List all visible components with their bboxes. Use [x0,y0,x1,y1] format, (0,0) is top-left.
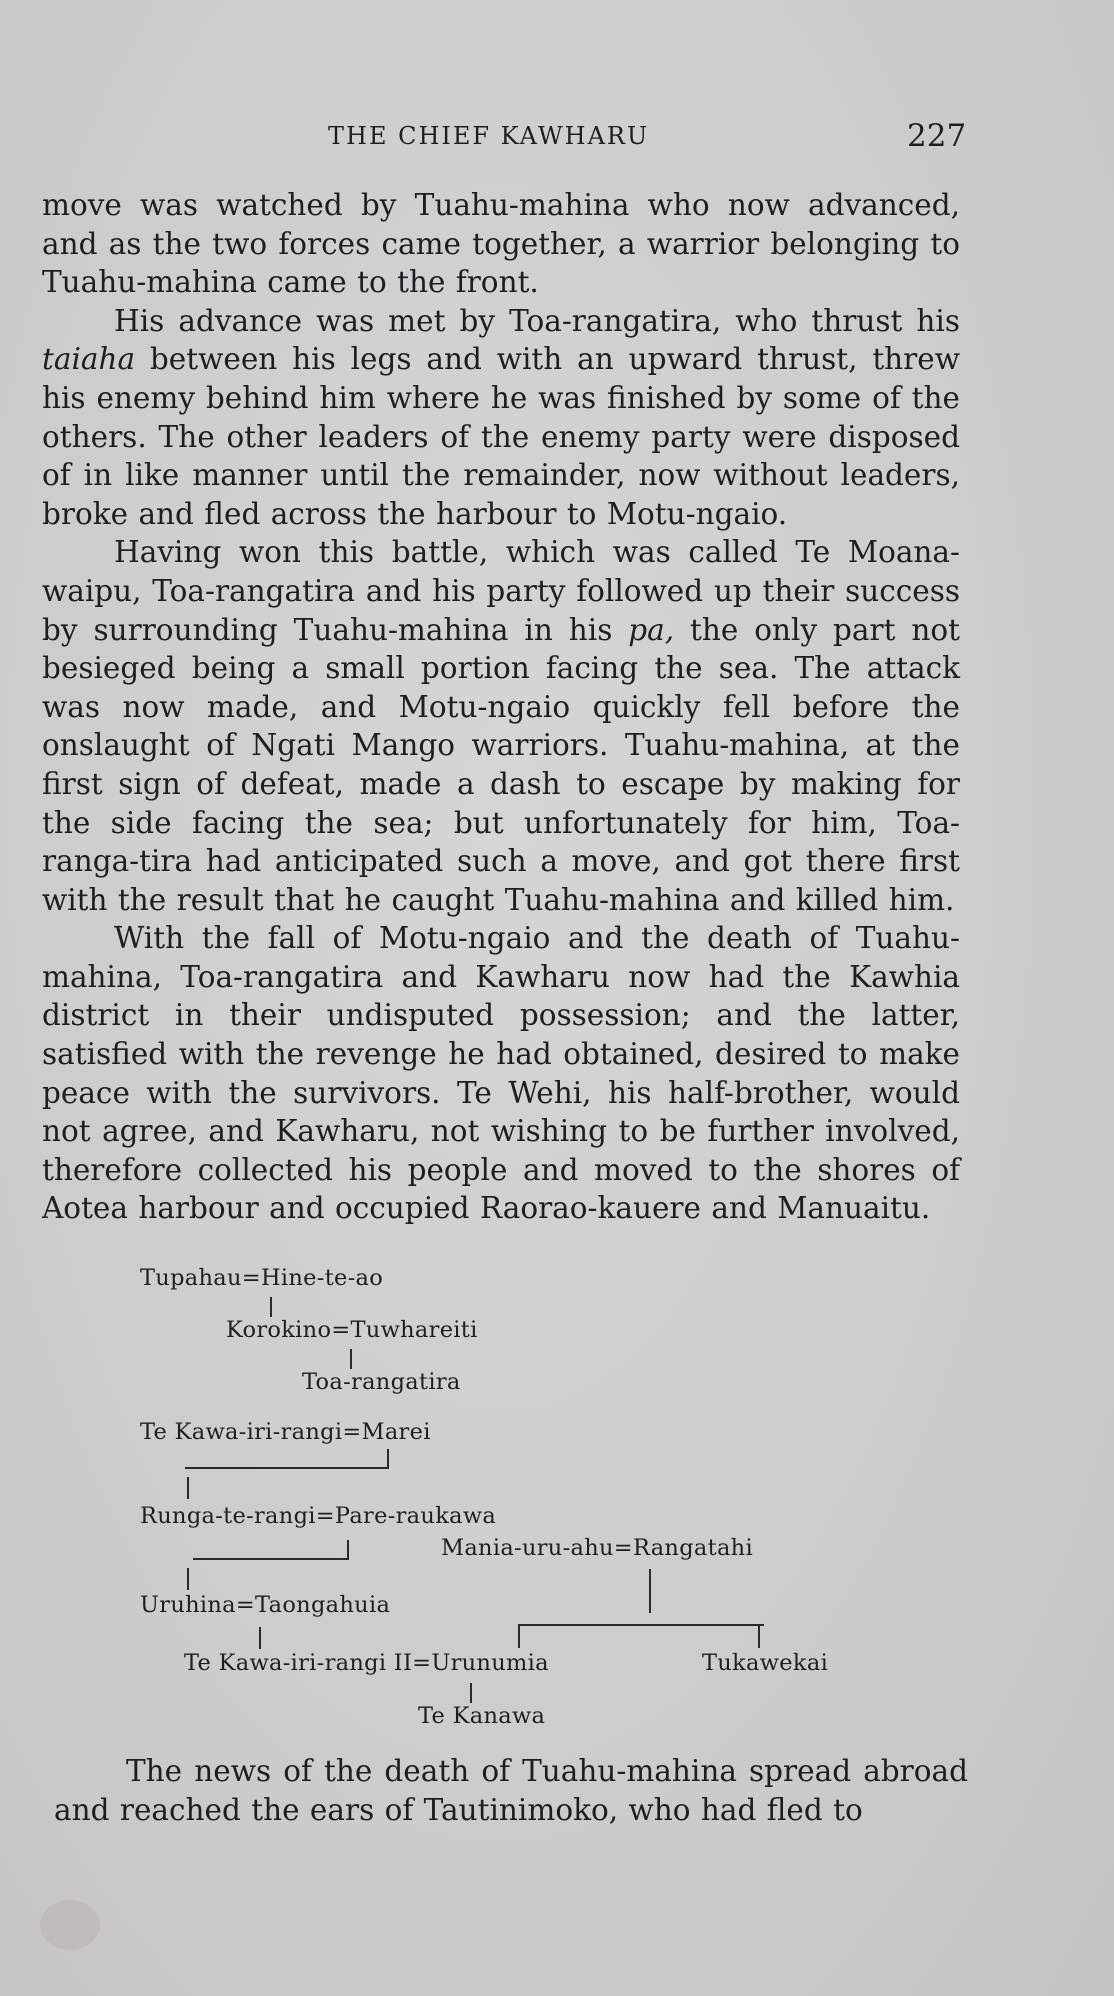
genealogy-line [649,1569,651,1613]
paragraph-2-text-b: between his legs and with an upward thrust, threw his enemy behind him where he was finished by some of the others. The other leaders of the enemy party were disposed of in like manner until the remainder, now without leaders, broke and fled across the harbour to Motu-ngaio. [42,342,960,531]
genealogy-line [758,1624,760,1648]
running-head [0,118,1114,158]
body-text-lower [54,1752,968,1829]
genealogy-korokino-pair: Korokino=Tuwhareiti [226,1317,478,1343]
genealogy-table [0,1255,1114,1735]
genealogy-line [518,1624,520,1648]
paragraph-3-text-b: the only part not besieged being a small portion facing the sea. The attack was now made, and Motu-ngaio quickly fell before the onslaught of Ngati Mango warriors. Tuahu-mahina, at the first sign of defeat, made a dash to escape by making for the side facing the sea; but unfortunately for him, Toa-ranga-tira had anticipated such a move, and got there first with the result that he caught Tuahu-mahina and killed him. [42,612,960,917]
paragraph-2-italic: taiaha [42,342,136,377]
genealogy-line [187,1568,189,1590]
genealogy-line [270,1297,272,1317]
genealogy-te-kawa-ii-pair: Te Kawa-iri-rangi II=Urunumia [184,1650,549,1676]
paragraph-2-text-a: His advance was met by Toa-rangatira, who thrust his [114,303,960,338]
genealogy-line [193,1558,349,1560]
genealogy-mania-pair: Mania-uru-ahu=Rangatahi [441,1535,753,1561]
genealogy-line [470,1683,472,1703]
genealogy-line [347,1540,349,1558]
genealogy-te-kawa-pair: Te Kawa-iri-rangi=Marei [140,1419,431,1445]
paragraph-3-italic: pa, [628,612,675,647]
paragraph-3-text-a: Having won this battle, which was called Te Moana-waipu, Toa-rangatira and his party followed up their success by surrounding Tuahu-mahina in his [42,535,960,647]
genealogy-toa-rangatira: Toa-rangatira [302,1369,461,1395]
paper-smudge [40,1900,100,1950]
genealogy-runga-pair: Runga-te-rangi=Pare-raukawa [140,1503,497,1529]
page-number: 227 [907,118,967,154]
genealogy-line [387,1449,389,1467]
paragraph-1: move was watched by Tuahu-mahina who now advanced, and as the two forces came together, a warrior belonging to Tuahu-mahina came to the front. [42,188,960,300]
paragraph-4: With the fall of Motu-ngaio and the death of Tuahu-mahina, Toa-rangatira and Kawharu now had the Kawhia district in their undisputed possession; and the latter, satisfied with the revenge he had obtained, desired to make peace with the survivors. Te Wehi, his half-brother, would not agree, and Kawharu, not wishing to be further involved, therefore collected his people and moved to the shores of Aotea harbour and occupied Raorao-kauere and Manuaitu. [42,921,960,1226]
genealogy-line [187,1477,189,1499]
paragraph-2 [42,302,960,534]
genealogy-tukawekai: Tukawekai [702,1650,829,1676]
genealogy-uruhina-pair: Uruhina=Taongahuia [140,1592,391,1618]
running-title: THE CHIEF KAWHARU [328,122,650,150]
genealogy-line [350,1349,352,1369]
genealogy-te-kanawa: Te Kanawa [418,1703,546,1729]
paragraph-5: The news of the death of Tuahu-mahina spread abroad and reached the ears of Tautinimoko, who had fled to [54,1754,968,1827]
genealogy-line [259,1627,261,1649]
genealogy-tupahau-pair: Tupahau=Hine-te-ao [140,1265,384,1291]
genealogy-line [518,1624,764,1626]
genealogy-line [185,1467,389,1469]
body-text-upper [42,186,960,1228]
paragraph-3 [42,533,960,919]
